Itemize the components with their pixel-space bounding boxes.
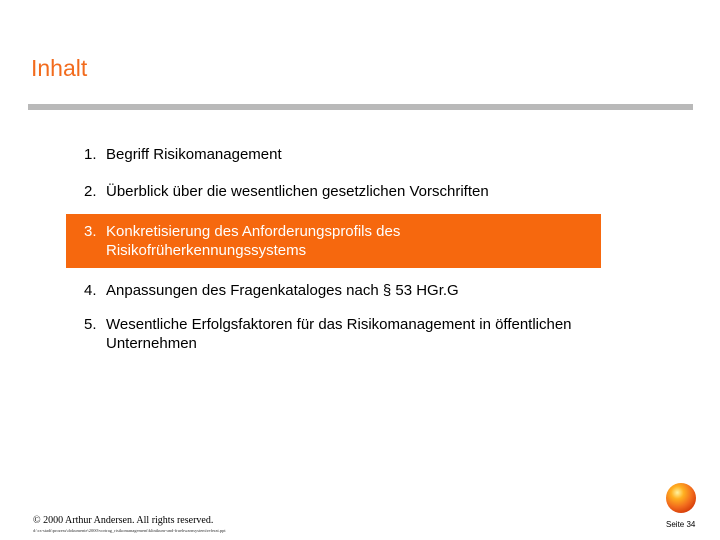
agenda-item-5 <box>66 315 601 353</box>
footer-copyright: © 2000 Arthur Andersen. All rights reserved. <box>33 515 214 526</box>
agenda-item-text: Begriff Risikomanagement <box>106 146 282 163</box>
agenda-item-1 <box>66 145 601 164</box>
agenda-item-3-highlighted <box>66 214 601 268</box>
agenda-item-number: 5. <box>84 316 97 333</box>
footer-file-path: d:\cs-stadt\prozess\dokumente\2000\vortrag_risikomanagement\klinikum-und-fruehwarnsystem\referat.ppt <box>33 528 226 533</box>
agenda-item-number: 3. <box>84 223 97 240</box>
agenda-item-2 <box>66 182 601 201</box>
agenda-item-number: 4. <box>84 282 97 299</box>
agenda-item-number: 1. <box>84 146 97 163</box>
title-divider <box>28 104 693 110</box>
orange-sphere-logo-icon <box>665 482 697 514</box>
page-number: Seite 34 <box>666 520 696 529</box>
agenda-item-text: Anpassungen des Fragenkataloges nach § 53 HGr.G <box>106 282 459 299</box>
slide-title: Inhalt <box>31 55 88 81</box>
agenda-item-text: Konkretisierung des Anforderungsprofils des Risikofrüherkennungssystems <box>106 223 401 259</box>
agenda-item-text: Wesentliche Erfolgsfaktoren für das Risikomanagement in öffentlichen Unternehmen <box>106 316 572 352</box>
agenda-item-text: Überblick über die wesentlichen gesetzlichen Vorschriften <box>106 183 489 200</box>
agenda-item-number: 2. <box>84 183 97 200</box>
agenda-item-4 <box>66 281 601 300</box>
